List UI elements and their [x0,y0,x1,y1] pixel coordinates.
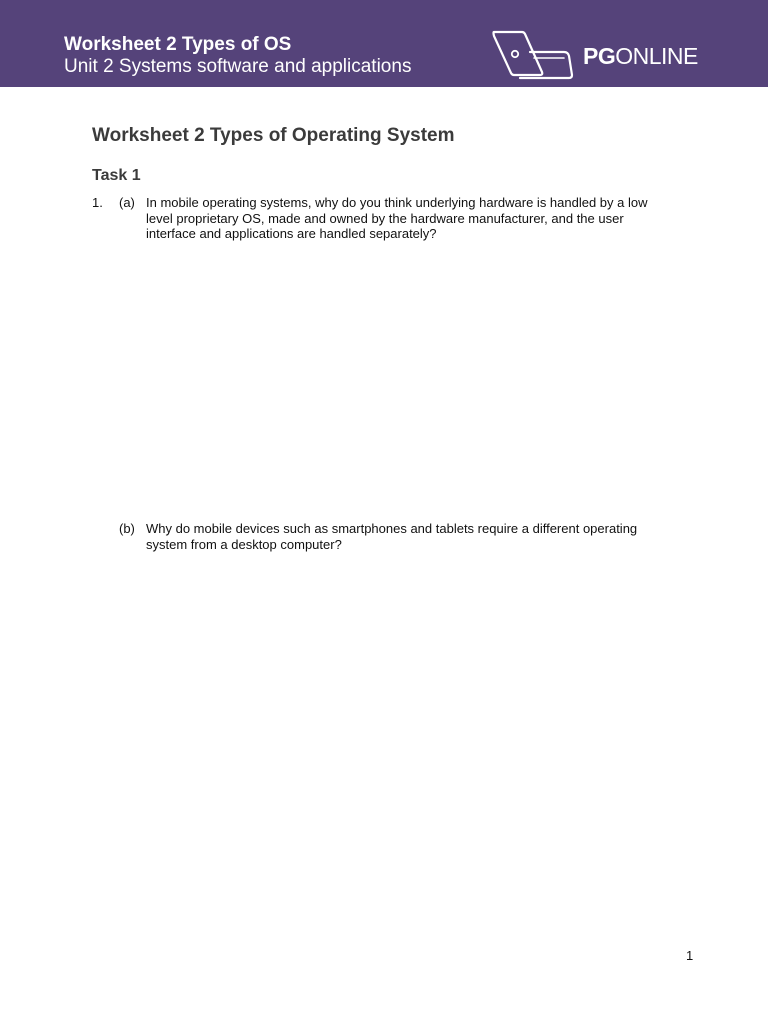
page-number: 1 [686,948,694,963]
question-b-line-2: system from a desktop computer? [146,536,342,552]
document-title: Worksheet 2 Types of Operating System [92,125,455,146]
question-a-line-1: In mobile operating systems, why do you think underlying hardware is handled by a low [146,195,648,210]
question-text-a [146,195,706,242]
question-a-line-2: level proprietary OS, made and owned by the hardware manufacturer, and the user [146,210,624,226]
answer-space-a[interactable] [146,250,696,510]
header-band [0,0,768,87]
question-part-label-a: (a) [119,195,135,210]
logo-wordmark [583,42,698,70]
logo-pg-text: PG [583,43,616,69]
task-heading: Task 1 [92,167,141,184]
laptop-icon [490,28,580,82]
logo-online-text: ONLINE [615,43,698,69]
question-part-label-b: (b) [119,521,135,536]
question-text-b [146,521,706,552]
header-title: Worksheet 2 Types of OS [64,34,292,55]
question-b-line-1: Why do mobile devices such as smartphones and tablets require a different operating [146,521,638,536]
question-a-line-3: interface and applications are handled separately? [146,226,437,241]
answer-space-b[interactable] [146,562,696,922]
header-subtitle: Unit 2 Systems software and applications [64,56,412,77]
pg-online-logo [490,28,710,82]
question-number: 1. [92,195,103,210]
